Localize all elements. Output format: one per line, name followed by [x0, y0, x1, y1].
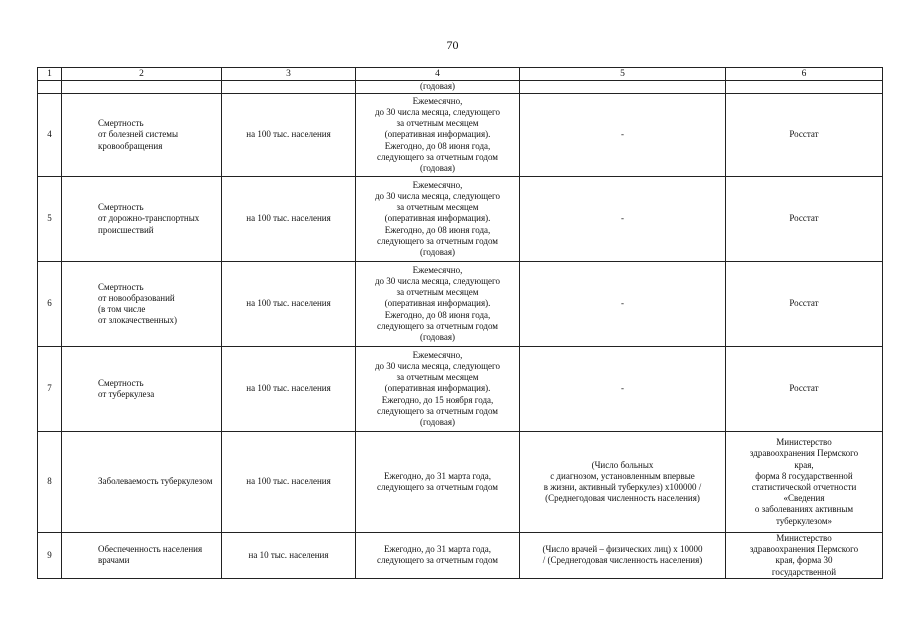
- table-row: [38, 432, 883, 533]
- source-cell: Росстат: [726, 94, 883, 177]
- row-number: 6: [38, 262, 62, 347]
- source-cell: Министерство здравоохранения Пермского края, форма 8 государственной статистической отчетности «Сведения о заболеваниях активным туберкулезом»: [726, 432, 883, 533]
- schedule-cell: Ежемесячно, до 30 числа месяца, следующего за отчетным месяцем (оперативная информация). Ежегодно, до 15 ноября года, следующего за отчетным годом (годовая): [356, 347, 520, 432]
- table-row: [38, 347, 883, 432]
- header-cell: 2: [62, 68, 222, 81]
- source-cell: Министерство здравоохранения Пермского края, форма 30 государственной: [726, 533, 883, 579]
- method-cell: -: [520, 262, 726, 347]
- indicator-name: Смертность от болезней системы кровообращения: [62, 94, 222, 177]
- row-number: 9: [38, 533, 62, 579]
- method-cell: -: [520, 94, 726, 177]
- table-row: [38, 177, 883, 262]
- method-cell: -: [520, 347, 726, 432]
- row-number: 7: [38, 347, 62, 432]
- schedule-cell: Ежегодно, до 31 марта года, следующего за отчетным годом: [356, 432, 520, 533]
- indicator-table: [37, 67, 883, 579]
- schedule-cell: Ежемесячно, до 30 числа месяца, следующего за отчетным месяцем (оперативная информация). Ежегодно, до 08 июня года, следующего за отчетным годом (годовая): [356, 262, 520, 347]
- method-cell: -: [520, 177, 726, 262]
- row-number: 4: [38, 94, 62, 177]
- indicator-name: Заболеваемость туберкулезом: [62, 432, 222, 533]
- header-cell: 6: [726, 68, 883, 81]
- source-cell: Росстат: [726, 262, 883, 347]
- indicator-name: Смертность от дорожно-транспортных происшествий: [62, 177, 222, 262]
- indicator-name: Смертность от туберкулеза: [62, 347, 222, 432]
- header-row: [38, 68, 883, 81]
- header-cell: 1: [38, 68, 62, 81]
- source-cell: Росстат: [726, 347, 883, 432]
- method-cell: (Число больных с диагнозом, установленным впервые в жизни, активный туберкулез) х100000 / (Среднегодовая численность населения): [520, 432, 726, 533]
- table-row: [38, 533, 883, 579]
- row-number: 5: [38, 177, 62, 262]
- unit-cell: на 100 тыс. населения: [222, 347, 356, 432]
- continuation-cell: (годовая): [356, 81, 520, 94]
- indicator-name: Обеспеченность населения врачами: [62, 533, 222, 579]
- page-number: 70: [446, 38, 459, 52]
- schedule-cell: Ежегодно, до 31 марта года, следующего за отчетным годом: [356, 533, 520, 579]
- row-number: 8: [38, 432, 62, 533]
- method-cell: (Число врачей – физических лиц) х 10000 / (Среднегодовая численность населения): [520, 533, 726, 579]
- header-cell: 5: [520, 68, 726, 81]
- unit-cell: на 100 тыс. населения: [222, 177, 356, 262]
- header-cell: 4: [356, 68, 520, 81]
- schedule-cell: Ежемесячно, до 30 числа месяца, следующего за отчетным месяцем (оперативная информация). Ежегодно, до 08 июня года, следующего за отчетным годом (годовая): [356, 94, 520, 177]
- table-row: [38, 262, 883, 347]
- indicator-name: Смертность от новообразований (в том числе от злокачественных): [62, 262, 222, 347]
- unit-cell: на 100 тыс. населения: [222, 262, 356, 347]
- source-cell: Росстат: [726, 177, 883, 262]
- table-row: [38, 94, 883, 177]
- schedule-cell: Ежемесячно, до 30 числа месяца, следующего за отчетным месяцем (оперативная информация). Ежегодно, до 08 июня года, следующего за отчетным годом (годовая): [356, 177, 520, 262]
- continuation-row: [38, 81, 883, 94]
- unit-cell: на 10 тыс. населения: [222, 533, 356, 579]
- unit-cell: на 100 тыс. населения: [222, 432, 356, 533]
- unit-cell: на 100 тыс. населения: [222, 94, 356, 177]
- header-cell: 3: [222, 68, 356, 81]
